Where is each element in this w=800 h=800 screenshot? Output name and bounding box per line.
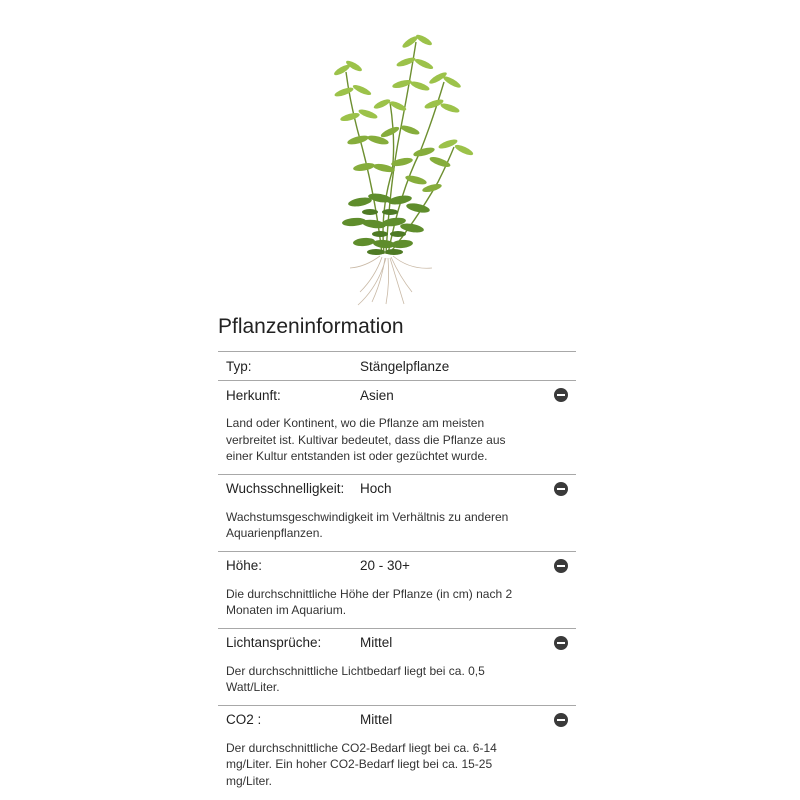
plant-image (320, 22, 480, 307)
info-row-head[interactable] (218, 381, 576, 409)
info-row-head[interactable] (218, 475, 576, 503)
collapse-minus-icon[interactable] (554, 636, 568, 650)
info-row-head[interactable] (218, 629, 576, 657)
info-value: Asien (360, 387, 394, 403)
info-label: Lichtansprüche: (226, 635, 322, 650)
info-row-head[interactable] (218, 552, 576, 580)
info-row-head (218, 352, 576, 380)
info-description: Land oder Kontinent, wo die Pflanze am meisten verbreitet ist. Kultivar bedeutet, dass die Pflanze aus einer Kultur entstanden ist oder gezüchtet wurde. (226, 416, 506, 463)
panel-title: Pflanzeninformation (218, 315, 404, 338)
info-value: Mittel (360, 712, 393, 727)
info-row-head[interactable] (218, 706, 576, 734)
info-label: Typ: (226, 358, 252, 374)
info-description: Wachstumsgeschwindigkeit im Verhältnis zu anderen Aquarienpflanzen. (226, 509, 509, 540)
info-description: Der durchschnittliche CO2-Bedarf liegt bei ca. 6-14 mg/Liter. Ein hoher CO2-Bedarf liegt bei ca. 15-25 mg/Liter. (226, 740, 497, 788)
info-description: Der durchschnittliche Lichtbedarf liegt bei ca. 0,5 Watt/Liter. (226, 663, 485, 694)
info-value: Mittel (360, 635, 393, 650)
plant-leaves-lower (342, 192, 431, 249)
info-value: Stängelpflanze (360, 358, 450, 374)
info-label: CO2 : (226, 712, 262, 727)
info-row-typ (218, 351, 576, 380)
info-description: Die durchschnittliche Höhe der Pflanze (in cm) nach 2 Monaten im Aquarium. (226, 586, 513, 617)
collapse-minus-icon[interactable] (554, 559, 568, 573)
info-row-hoehe (218, 551, 576, 628)
info-label: Höhe: (226, 558, 263, 573)
collapse-minus-icon[interactable] (554, 713, 568, 727)
info-value: Hoch (360, 481, 392, 496)
collapse-minus-icon[interactable] (554, 482, 568, 496)
info-row-herkunft (218, 380, 576, 474)
info-label: Herkunft: (226, 387, 281, 403)
info-row-co2 (218, 705, 576, 799)
info-value: 20 - 30+ (360, 558, 410, 573)
info-row-wuchsschnelligkeit (218, 474, 576, 551)
plant-info-panel (218, 314, 576, 798)
info-row-lichtansprueche (218, 628, 576, 705)
plant-roots (350, 256, 432, 305)
collapse-minus-icon[interactable] (554, 388, 568, 402)
info-label: Wuchsschnelligkeit: (226, 481, 345, 496)
